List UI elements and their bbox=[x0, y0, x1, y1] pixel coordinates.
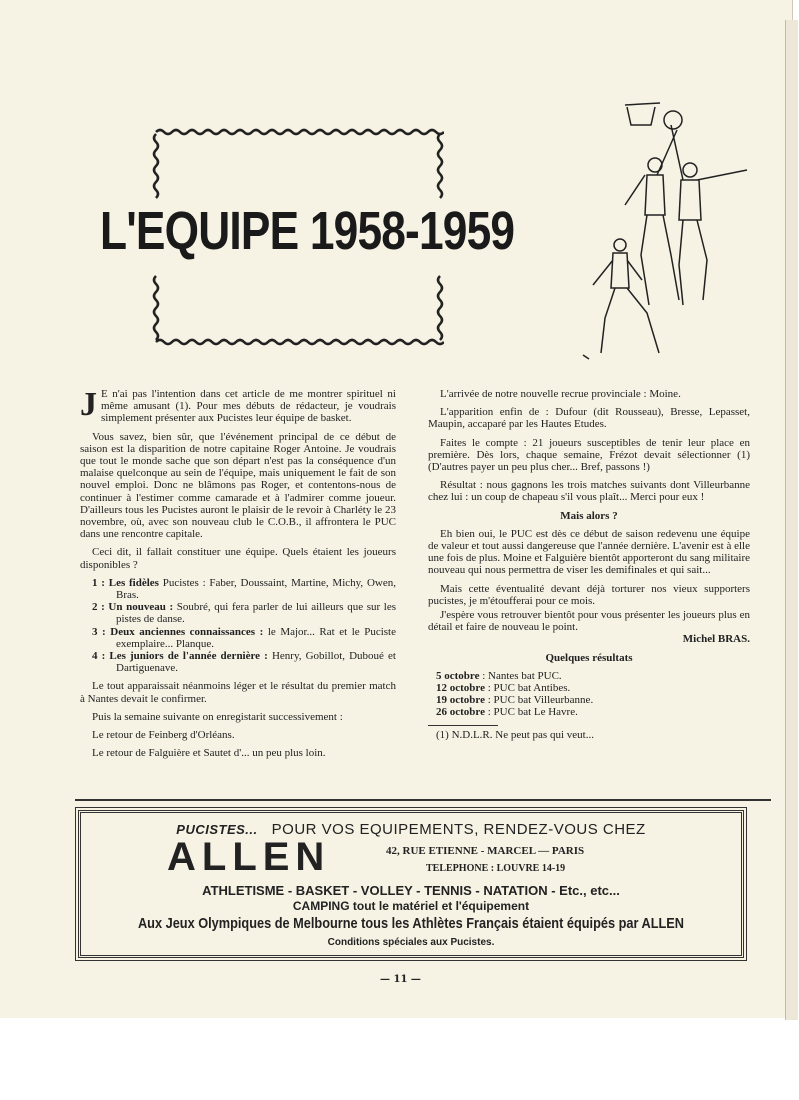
article-paragraph: Résultat : nous gagnons les trois matches suivants dont Villeurbanne chez lui : un coup de chapeau s'il vous plaît... Merci pour eux ! bbox=[428, 479, 750, 504]
result-item: 5 octobre : Nantes bat PUC. bbox=[436, 669, 562, 682]
page-title: L'EQUIPE 1958-1959 bbox=[100, 201, 515, 261]
ad-sports: ATHLETISME - BASKET - VOLLEY - TENNIS - NATATION - Etc., etc... bbox=[202, 883, 620, 898]
author-signature: Michel BRAS. bbox=[682, 633, 750, 646]
article-paragraph: J'espère vous retrouver bientôt pour vous présenter les joueurs plus en détail et faire de nouveau le point. bbox=[428, 609, 750, 634]
result-item: 12 octobre : PUC bat Antibes. bbox=[436, 682, 571, 695]
ad-conditions: Conditions spéciales aux Pucistes. bbox=[327, 937, 495, 948]
list-item: 3 : Deux anciennes connaissances : le Major... Rat et le Puciste exemplaire... Planque. bbox=[92, 625, 396, 650]
divider bbox=[75, 799, 771, 801]
article-paragraph: Vous savez, bien sûr, que l'événement principal de ce début de saison est la disparition de notre capitaine Roger Antoine. Je voudrais que tout le monde sache que son départ n'est pas la conséquence d'un malaise quelconque au sein de l'équipe, mais uniquement le fait de son nouvel emploi. Donc ne blâmons pas Roger, et contentons-nous de continuer à l'estimer comme camarade et à l'admirer comme joueur. D'ailleurs tous les Pucistes auront le plaisir de le revoir à Charléty le 23 novembre, où, avec son nouveau club le C.O.B., il affrontera le PUC dans une rencontre capitale. bbox=[80, 430, 396, 541]
allen-advertisement bbox=[78, 810, 744, 958]
result-item: 26 octobre : PUC bat Le Havre. bbox=[436, 706, 578, 719]
drop-cap: J bbox=[80, 386, 97, 423]
article-column-right bbox=[428, 388, 750, 741]
article-paragraph: Le tout apparaissait néanmoins léger et le résultat du premier match à Nantes devait le confirmer. bbox=[80, 680, 396, 705]
ad-olympics: Aux Jeux Olympiques de Melbourne tous les Athlètes Français étaient équipés par ALLEN bbox=[137, 915, 685, 932]
article-paragraph: Faites le compte : 21 joueurs susceptibles de tenir leur place en première. Dès lors, chaque semaine, Frézot devait sélectionner (1) (D'autres payer un peu plus cher... Bref, passons !) bbox=[428, 436, 750, 474]
article-intro: E n'ai pas l'intention dans cet article de me montrer spirituel ni même amusant (1). Pour mes débuts de rédacteur, je voudrais simplement présenter aux Pucistes leur équipe de basket. bbox=[101, 388, 396, 425]
article-paragraph: Mais cette éventualité devant déjà torturer nos vieux supporters pucistes, je m'étoufferai pour ce mois. bbox=[428, 582, 750, 607]
player-list bbox=[92, 577, 396, 675]
ad-camping: CAMPING tout le matériel et l'équipement bbox=[292, 899, 530, 913]
list-item: 4 : Les juniors de l'année dernière : Henry, Gobillot, Duboué et Dartiguenave. bbox=[92, 650, 396, 675]
subheading: Mais alors ? bbox=[560, 509, 618, 522]
article-column-left bbox=[80, 388, 396, 765]
article-paragraph: Le retour de Falguière et Sautet d'... un peu plus loin. bbox=[92, 747, 326, 760]
ad-address: 42, RUE ETIENNE - MARCEL — PARIS bbox=[386, 845, 585, 857]
footnote-rule bbox=[428, 725, 498, 726]
article-paragraph: L'arrivée de notre nouvelle recrue provinciale : Moine. bbox=[440, 388, 681, 400]
footnote: (1) N.D.L.R. Ne peut pas qui veut... bbox=[436, 728, 594, 741]
article-paragraph: Ceci dit, il fallait constituer une équipe. Quels étaient les joueurs disponibles ? bbox=[80, 546, 396, 571]
results-list bbox=[428, 670, 750, 719]
next-page-edge bbox=[785, 20, 798, 1020]
list-item: 2 : Un nouveau : Soubré, qui fera parler de lui ailleurs que sur les pistes de danse. bbox=[92, 601, 397, 626]
page-number: — 11 — bbox=[380, 974, 421, 985]
article-paragraph: Puis la semaine suivante on enregistarit successivement : bbox=[92, 710, 343, 723]
article-paragraph: Le retour de Feinberg d'Orléans. bbox=[92, 729, 235, 742]
article-paragraph: Eh bien oui, le PUC est dès ce début de saison redevenu une équipe de valeur et tout aussi dangereuse que l'année dernière. L'avenir est à elle une fois de plus. Moine et Falguière bientôt apporteront du sang militaire nouveau qui nous permettra de viser les demifinales et qui sait... bbox=[428, 527, 750, 577]
result-item: 19 octobre : PUC bat Villeurbanne. bbox=[436, 694, 594, 707]
ad-headline: PUCISTES... POUR VOS EQUIPEMENTS, RENDEZ-VOUS CHEZ bbox=[176, 821, 646, 838]
basketball-players-illustration bbox=[565, 95, 760, 374]
results-heading: Quelques résultats bbox=[545, 651, 633, 664]
article-paragraph: L'apparition enfin de : Dufour (dit Rousseau), Bresse, Lepasset, Maupin, accaparé par les Hautes Etudes. bbox=[428, 406, 750, 431]
list-item: 1 : Les fidèles Pucistes : Faber, Doussaint, Martine, Michy, Owen, Bras. bbox=[92, 576, 396, 602]
ad-phone: TELEPHONE : LOUVRE 14-19 bbox=[426, 863, 566, 874]
ad-brand: ALLEN bbox=[167, 835, 331, 879]
